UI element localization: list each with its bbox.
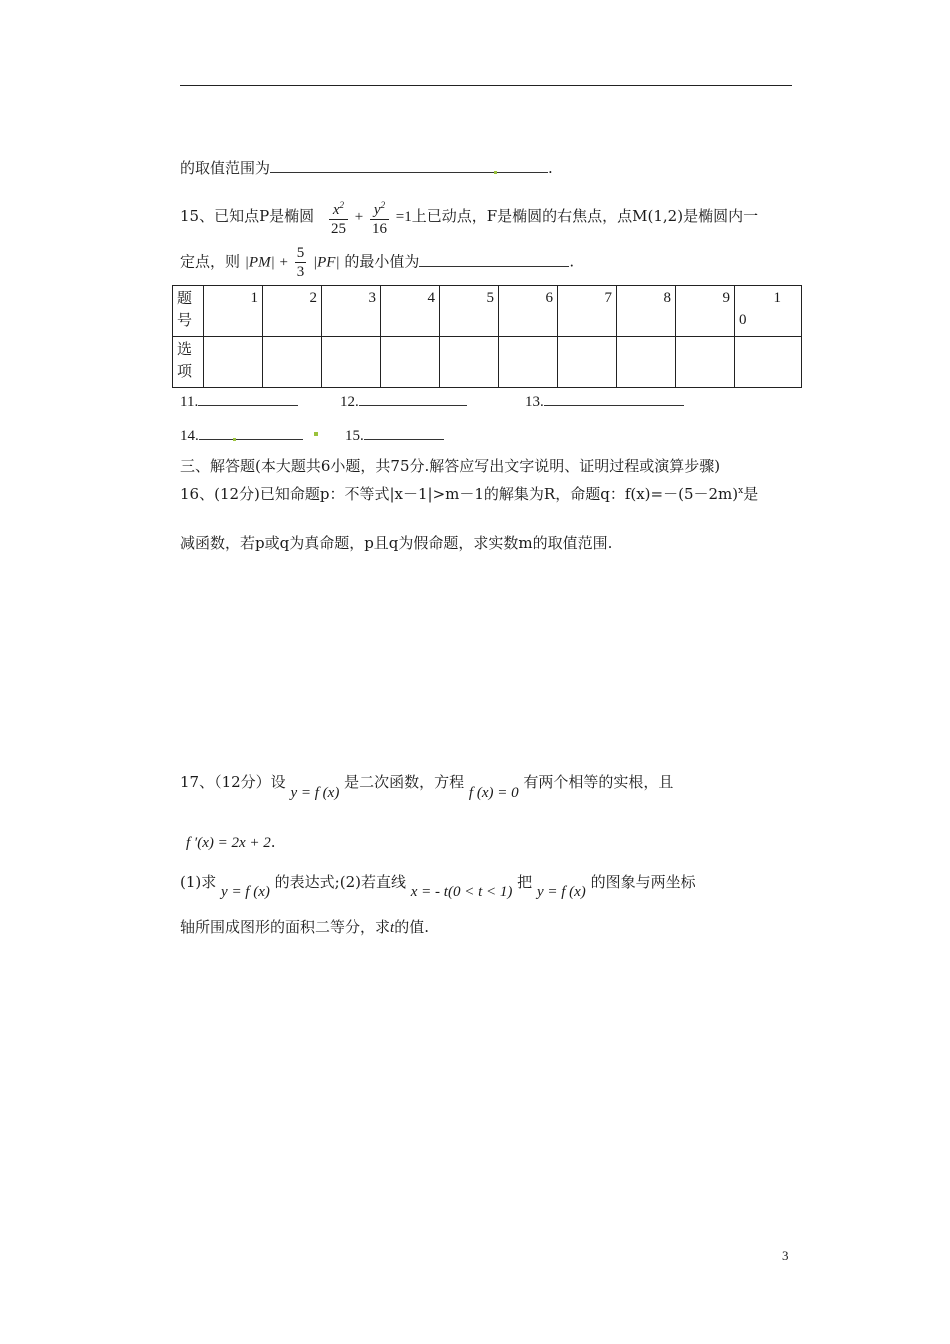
q17-line2: f ′(x) = 2x + 2. bbox=[186, 833, 276, 851]
blank-14[interactable] bbox=[199, 425, 303, 440]
header-rule bbox=[180, 85, 792, 86]
blank-12[interactable] bbox=[359, 391, 467, 406]
table-cell-number: 9 bbox=[676, 286, 735, 337]
choice-cell[interactable] bbox=[322, 337, 381, 388]
choice-cell[interactable] bbox=[499, 337, 558, 388]
row-header-question-number: 题 号 bbox=[173, 286, 204, 337]
blanks-row-1: 11. bbox=[180, 391, 298, 412]
table-cell-number: 5 bbox=[440, 286, 499, 337]
q16-line1: 16、(12分)已知命题p：不等式|x－1|>m－1的解集为R，命题q：$f(x)=-(5-2m)^x$是 bbox=[180, 485, 759, 503]
q17-line4: 轴所围成图形的面积二等分，求t的值. bbox=[180, 918, 429, 936]
page-number: 3 bbox=[782, 1248, 789, 1263]
blank-15[interactable] bbox=[364, 425, 444, 440]
expr-y-eq-fx: y = f (x) bbox=[290, 785, 340, 801]
table-row-numbers bbox=[173, 286, 802, 337]
choice-cell[interactable] bbox=[558, 337, 617, 388]
expr-line-x-eq-neg-t: x = - t(0 < t < 1) bbox=[410, 884, 513, 900]
blank-11[interactable] bbox=[198, 391, 298, 406]
marker-dot bbox=[314, 432, 318, 436]
blank-12-wrap: 12. bbox=[340, 391, 467, 412]
blank-14-wrap: 14. bbox=[180, 425, 303, 446]
pm-abs: |PM| bbox=[244, 254, 275, 271]
table-cell-number: 4 bbox=[381, 286, 440, 337]
table-cell-number: 7 bbox=[558, 286, 617, 337]
blank-13-wrap: 13. bbox=[525, 391, 684, 412]
answer-table bbox=[172, 285, 802, 388]
q16-line2: 减函数，若p或q为真命题，p且q为假命题，求实数m的取值范围. bbox=[180, 534, 613, 552]
table-cell-number: 1 bbox=[204, 286, 263, 337]
table-cell-number: 2 bbox=[263, 286, 322, 337]
choice-cell[interactable] bbox=[204, 337, 263, 388]
expr-derivative: f ′(x) = 2x + 2 bbox=[186, 835, 271, 851]
q14-tail: 的取值范围为 . bbox=[180, 159, 553, 177]
choice-cell[interactable] bbox=[676, 337, 735, 388]
blank-15-wrap: 15. bbox=[345, 425, 444, 446]
q17-line3: (1)求 y = f (x) 的表达式;(2)若直线 x = - t(0 < t < 1) 把 y = f (x) 的图象与两坐标 bbox=[180, 873, 696, 900]
expr-fx-eq-0: f (x) = 0 bbox=[468, 785, 519, 801]
row-header-choice: 选 项 bbox=[173, 337, 204, 388]
choice-cell[interactable] bbox=[381, 337, 440, 388]
table-row-choices bbox=[173, 337, 802, 388]
fraction-5-3: $\frac{5}{3}$ bbox=[296, 245, 305, 280]
fraction-x2-25: $\frac{x^2}{25}$ bbox=[330, 200, 346, 237]
section-3-heading: 三、解答题(本大题共6小题，共75分.解答应写出文字说明、证明过程或演算步骤) bbox=[180, 457, 721, 475]
q15-answer-blank bbox=[419, 252, 569, 267]
q15-line1: 15、已知点P是椭圆 $\frac{x^2}{25}$ + $\frac{y^2}{16}$ =1上已动点，F是椭圆的右焦点，点M(1,2)是椭圆内一 bbox=[180, 196, 758, 238]
table-cell-number: 3 bbox=[322, 286, 381, 337]
blank-13[interactable] bbox=[544, 391, 684, 406]
choice-cell[interactable] bbox=[735, 337, 802, 388]
choice-cell[interactable] bbox=[617, 337, 676, 388]
choice-cell[interactable] bbox=[440, 337, 499, 388]
fraction-y2-16: $\frac{y^2}{16}$ bbox=[372, 200, 387, 237]
table-cell-number-10: 1 0 bbox=[735, 286, 802, 337]
table-cell-number: 6 bbox=[499, 286, 558, 337]
choice-cell[interactable] bbox=[263, 337, 322, 388]
q17-line1: 17、（12分）设 y = f (x) 是二次函数，方程 f (x) = 0 有两个相等的实根，且 bbox=[180, 773, 674, 801]
q15-line2: 定点，则 |PM| + $\frac{5}{3}$ |PF| 的最小值为 . bbox=[180, 245, 575, 280]
q14-answer-blank bbox=[270, 158, 548, 173]
table-cell-number: 8 bbox=[617, 286, 676, 337]
pf-abs: |PF| bbox=[313, 254, 340, 271]
